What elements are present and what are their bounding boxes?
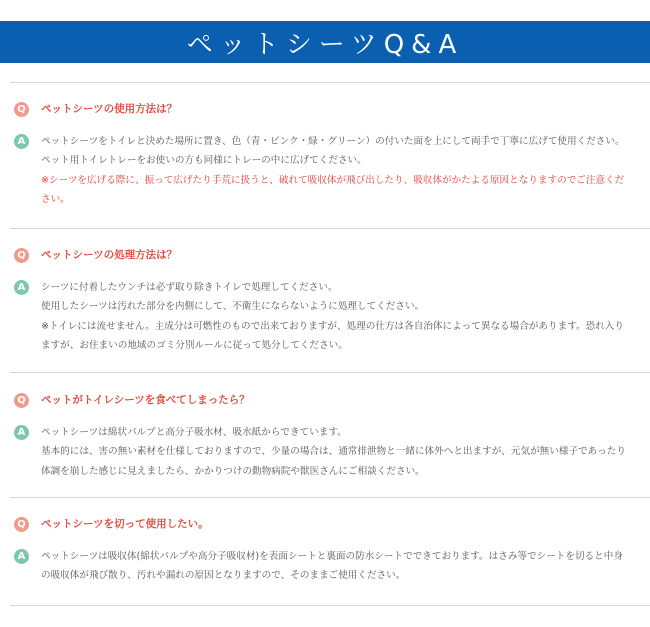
question-row — [14, 246, 640, 265]
caution-note-line: ※シーツを広げる際に、振って広げたり手荒に扱うと、破れて吸収体が飛び出したり、吸収体がかたよる原因となりますのでご注意くだ — [41, 174, 625, 186]
q-badge-icon: Q — [14, 393, 29, 408]
question-row — [14, 515, 640, 534]
answer-line: の吸収体が飛び散り、汚れや漏れの原因となりますので、そのままご使用ください。 — [41, 570, 406, 582]
answer-line: ますが、お住まいの地域のゴミ分別ルールに従って処分してください。 — [41, 339, 348, 351]
answer-row — [14, 132, 640, 209]
answer-line: 基本的には、害の無い素材を仕様しておりますので、少量の場合は、通常排泄物と一緒に体外へと出ますが、元気が無い様子であったり — [41, 446, 626, 458]
qa-item-cutting — [14, 515, 640, 586]
answer-row — [14, 547, 640, 586]
qa-item-disposal — [14, 246, 640, 355]
question-text: ペットシーツの処理方法は？ — [41, 249, 178, 261]
a-badge-icon: A — [14, 134, 29, 149]
qa-item-eaten — [14, 391, 640, 481]
answer-line: 使用したシーツは汚れた部分を内側にして、不衛生にならないように処理してください。 — [41, 301, 425, 313]
question-text: ペットシーツの使用方法は？ — [41, 103, 178, 115]
title-banner — [0, 21, 650, 63]
answer-line: 体調を崩した感じに見えましたら、かかりつけの動物病院や獣医さんにご相談ください。 — [41, 465, 425, 477]
divider — [10, 82, 650, 83]
answer-line: ペットシーツは綿状パルプと高分子吸水材、吸水紙からできています。 — [41, 427, 347, 438]
answer-line: ペットシーツは吸収体(綿状パルプや高分子吸収材)を表面シートと裏面の防水シートでできております。はさみ等でシートを切ると中身 — [41, 551, 623, 562]
page-title: ペットシーツQ&A — [186, 29, 464, 60]
divider — [10, 605, 650, 606]
question-text: ペットがトイレシーツを食べてしまったら？ — [41, 394, 250, 406]
answer-line: ペット用トイレトレーをお使いの方も同様にトレーの中に広げてください。 — [41, 155, 367, 167]
caution-note-line: さい。 — [41, 193, 70, 205]
divider — [10, 372, 650, 373]
answer-line: シーツに付着したウンチは必ず取り除きトイレで処理してください。 — [41, 282, 338, 293]
answer-row — [14, 423, 640, 481]
answer-line: ペットシーツをトイレと決めた場所に置き、色（青・ピンク・緑・グリーン）の付いた面を上にして両手で丁寧に広げて使用ください。 — [41, 136, 625, 147]
answer-text — [41, 547, 623, 586]
q-badge-icon: Q — [14, 102, 29, 117]
question-row — [14, 391, 640, 410]
answer-text — [41, 278, 624, 355]
a-badge-icon: A — [14, 280, 29, 295]
question-row — [14, 100, 640, 119]
a-badge-icon: A — [14, 549, 29, 564]
divider — [10, 497, 650, 498]
a-badge-icon: A — [14, 425, 29, 440]
answer-text — [41, 423, 626, 481]
q-badge-icon: Q — [14, 248, 29, 263]
qa-item-usage — [14, 100, 640, 209]
answer-text — [41, 132, 625, 209]
question-text: ペットシーツを切って使用したい。 — [41, 518, 209, 530]
answer-row — [14, 278, 640, 355]
q-badge-icon: Q — [14, 517, 29, 532]
divider — [10, 228, 650, 229]
answer-line: ※トイレには流せません。主成分は可燃性のもので出来ておりますが、処理の仕方は各自治体によって異なる場合があります。恐れ入り — [41, 320, 624, 332]
